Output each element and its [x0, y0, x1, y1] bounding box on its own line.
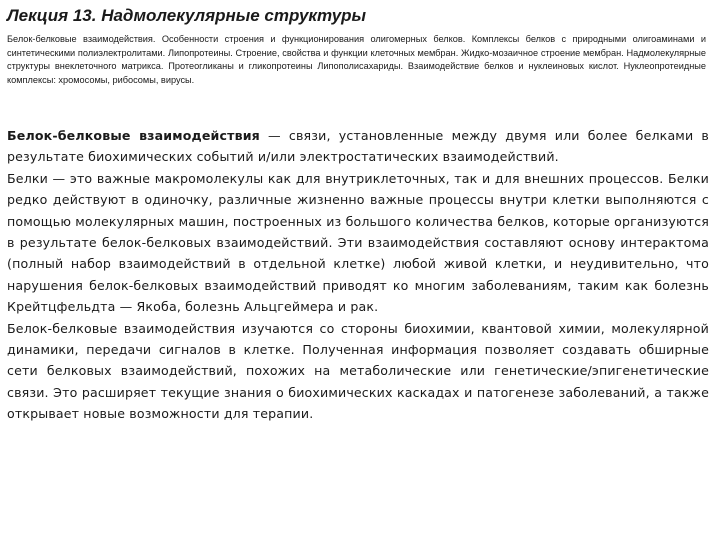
definition-text: — связи, установленные между двумя или более белками в результате биохимических событий и/или электростатических взаимодействий.: [7, 128, 709, 165]
definition-paragraph: [7, 125, 709, 168]
paragraph-proteins: Белки — это важные макромолекулы как для внутриклеточных, так и для внешних процессов. Белки редко действуют в одиночку, различные жизненно важные процессы внутри клетки выполняются с помощью молекулярных машин, построенных из большого количества белков, которые организуются в результате белок-белковых взаимодействий. Эти взаимодействия составляют основу интерактома (полный набор взаимодействий в отдельной клетке) любой живой клетки, и неудивительно, что нарушения белок-белковых взаимодействий приводят ко многим заболеваниям, таким как болезнь Крейтцфельдта — Якоба, болезнь Альцгеймера и рак.: [7, 170, 709, 315]
lecture-title: Лекция 13. Надмолекулярные структуры: [7, 6, 367, 25]
definition-term: Белок-белковые взаимодействия: [7, 128, 260, 143]
lecture-summary: Белок-белковые взаимодействия. Особенности строения и функционирования олигомерных белков. Комплексы белков с природными олигоаминами и синтетическими полиэлектролитами. Липопротеины. Строение, свойства и функции клеточных мембран. Жидко-мозаичное строение мембран. Надмолекулярные структуры внеклеточного матрикса. Протеогликаны и гликопротеины Липополисахариды. Взаимодействие белков и нуклеиновых кислот. Нуклеопротеидные комплексы: хромосомы, рибосомы, вирусы.: [7, 34, 706, 85]
paragraph-research: Белок-белковые взаимодействия изучаются со стороны биохимии, квантовой химии, молекулярной динамики, передачи сигналов в клетке. Полученная информация позволяет создавать обширные сети белковых взаимодействий, похожих на метаболические или генетические/эпигенетические связи. Это расширяет текущие знания о биохимических каскадах и патогенезе заболеваний, а также открывает новые возможности для терапии.: [7, 320, 709, 422]
main-text: [7, 125, 709, 425]
